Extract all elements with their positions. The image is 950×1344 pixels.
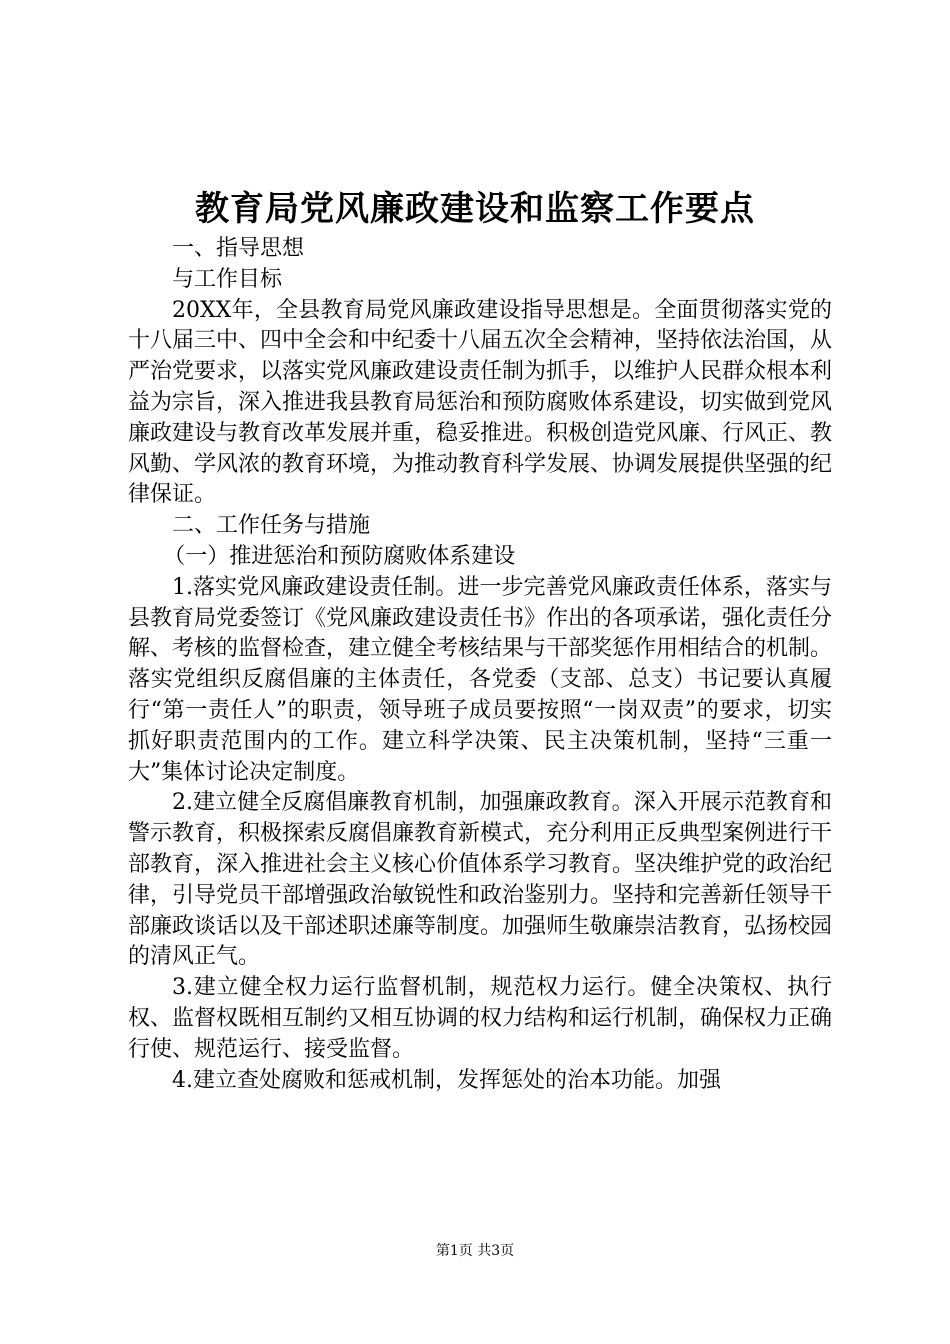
paragraph: 1.落实党风廉政建设责任制。进一步完善党风廉政责任体系，落实与县教育局党委签订《党风廉政建设责任书》作出的各项承诺，强化责任分解、考核的监督检查，建立健全考核结果与干部奖惩作用相结合的机制。落实党组织反腐倡廉的主体责任，各党委（支部、总支）书记要认真履行“第一责任人”的职责，领导班子成员要按照“一岗双责”的要求，切实抓好职责范围内的工作。建立科学决策、民主决策机制，坚持“三重一大”集体讨论决定制度。 [128,574,833,785]
document-body [128,234,832,1096]
section-heading: 一、指导思想 [172,236,305,261]
subsection-heading: （一）推进惩治和预防腐败体系建设 [163,543,516,569]
paragraph: 2.建立健全反腐倡廉教育机制，加强廉政教育。深入开展示范教育和警示教育，积极探索反腐倡廉教育新模式，充分利用正反典型案例进行干部教育，深入推进社会主义核心价值体系学习教育。坚决维护党的政治纪律，引导党员干部增强政治敏锐性和政治鉴别力。坚持和完善新任领导干部廉政谈话以及干部述职述廉等制度。加强师生敬廉崇洁教育，弘扬校园的清风正气。 [128,790,833,970]
page-number: 第1页 [435,1243,473,1259]
paragraph: 3.建立健全权力运行监督机制，规范权力运行。健全决策权、执行权、监督权既相互制约又相互协调的权力结构和运行机制，确保权力正确行使、规范运行、接受监督。 [128,975,833,1062]
page-footer [0,1241,950,1261]
document-title: 教育局党风廉政建设和监察工作要点 [195,189,755,229]
page-total: 共3页 [477,1243,515,1259]
section-heading-continued: 与工作目标 [172,266,283,292]
section-heading: 二、工作任务与措施 [172,513,371,539]
paragraph: 20XX年，全县教育局党风廉政建设指导思想是。全面贯彻落实党的十八届三中、四中全会和中纪委十八届五次全会精神，坚持依法治国，从严治党要求，以落实党风廉政建设责任制为抓手，以维护人民群众根本利益为宗旨，深入推进我县教育局惩治和预防腐败体系建设，切实做到党风廉政建设与教育改革发展并重，稳妥推进。积极创造党风廉、行风正、教风勤、学风浓的教育环境，为推动教育科学发展、协调发展提供坚强的纪律保证。 [128,297,833,508]
paragraph: 4.建立查处腐败和惩戒机制，发挥惩处的治本功能。加强 [172,1067,721,1093]
